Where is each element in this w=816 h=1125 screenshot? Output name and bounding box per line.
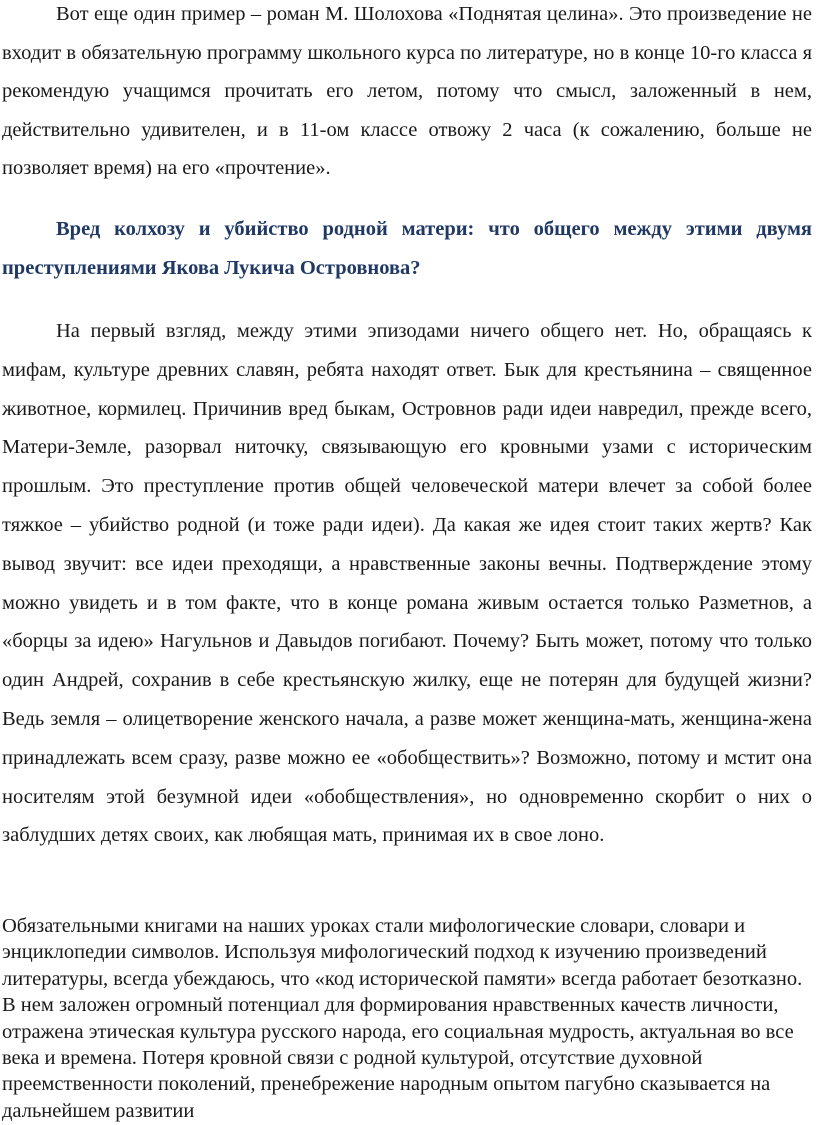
paragraph-intro: Вот еще один пример – роман М. Шолохова «Поднятая целина». Это произведение не входит в обязательную программу школьного курса по литературе, но в конце 10-го класса я рекомендую учащимся прочитать его летом, потому что смысл, заложенный в нем, действительно удивителен, и в 11-ом классе отвожу 2 часа (к сожалению, больше не позволяет время) на его «прочтение». <box>2 3 812 180</box>
section-heading: Вред колхозу и убийство родной матери: что общего между этими двумя преступлениями Якова Лукича Островнова? <box>2 218 812 279</box>
paragraph-conclusion: Обязательными книгами на наших уроках стали мифологические словари, словари и энциклопедии символов. Используя мифологический подход к изучению произведений литературы, всегда убеждаюсь, что «код исторической памяти» всегда работает безотказно. В нем заложен огромный потенциал для формирования нравственных качеств личности, отражена этическая культура русского народа, его социальная мудрость, актуальная во все века и времена. Потеря кровной связи с родной культурой, отсутствие духовной преемственности поколений, пренебрежение народным опытом пагубно сказывается на дальнейшем развитии <box>2 915 803 1122</box>
paragraph-analysis: На первый взгляд, между этими эпизодами ничего общего нет. Но, обращаясь к мифам, культуре древних славян, ребята находят ответ. Бык для крестьянина – священное животное, кормилец. Причинив вред быкам, Островнов ради идеи навредил, прежде всего, Матери-Земле, разорвал ниточку, связывающую его кровными узами с историческим прошлым. Это преступление против общей человеческой матери влечет за собой более тяжкое – убийство родной (и тоже ради идеи). Да какая же идея стоит таких жертв? Как вывод звучит: все идеи преходящи, а нравственные законы вечны. Подтверждение этому можно увидеть и в том факте, что в конце романа живым остается только Разметнов, а «борцы за идею» Нагульнов и Давыдов погибают. Почему? Быть может, потому что только один Андрей, сохранив в себе крестьянскую жилку, еще не потерян для будущей жизни? Ведь земля – олицетворение женского начала, а разве может женщина-мать, женщина-жена принадлежать всем сразу, разве можно ее «обобществить»? Возможно, потому и мстит она носителям этой безумной идеи «обобществления», но одновременно скорбит о них о заблудших детях своих, как любящая мать, принимая их в свое лоно. <box>2 320 812 847</box>
